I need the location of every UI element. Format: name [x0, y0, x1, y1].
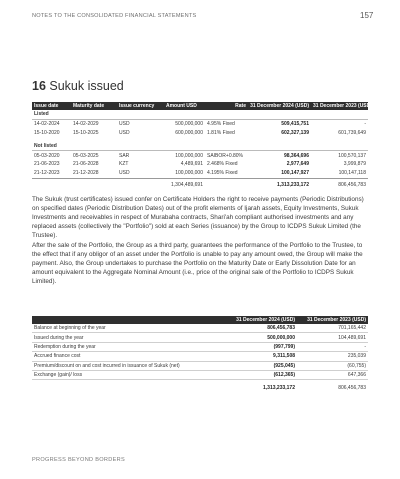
guarantee-paragraph: After the sale of the Portfolio, the Group as a third party, guarantees the performance of the Portfolio to the Trustee, to the effect that if any obligor of an asset under the Portfolio is unable to pay any amount owed, the Group will make the payment. Also, the Group undertakes to purchase the Portfolio on the Maturity Date or Early Dissolution Date for an amount equivalent to the Aggregate Nominal Amount (i.e., price of the original sale of the Portfolio to ICDPS Sukuk Limited). — [32, 242, 363, 286]
value-2023: 235,039 — [297, 352, 368, 361]
value-2024: (925,045) — [218, 361, 297, 370]
amount-usd: 600,000,000 — [175, 129, 203, 136]
sukuk-description-paragraph: The Sukuk (trust certificates) issued confer on Certificate Holders the right to receive payments (Periodic Distributions) on specified dates (Periodic Distribution Dates) out of the profit elements of Ijarah assets, Equity Investments, Sukuk Investments and receivables in respect of Murabaha contracts, Shari'ah compliant authorised investments and any replaced assets (collectively the "Portfolio") sold at each Series (issuance) by the Group to ICDPS Sukuk Limited (the Trustee). — [32, 196, 364, 240]
issue-currency: USD — [119, 129, 130, 136]
group-row-not-listed — [32, 141, 368, 150]
table-row — [32, 361, 368, 370]
value-2023: - — [364, 121, 366, 128]
value-2023: 3,999,879 — [343, 161, 366, 168]
table-row — [32, 324, 368, 333]
section-title: Sukuk issued — [49, 79, 124, 93]
value-2024: 100,147,927 — [281, 170, 309, 177]
value-2023: 701,165,442 — [297, 324, 368, 333]
maturity-date: 05-03-2025 — [73, 152, 99, 159]
total-2024: 1,313,233,172 — [218, 380, 297, 394]
value-2024: 509,415,751 — [281, 121, 309, 128]
maturity-date: 14-02-2029 — [73, 121, 99, 128]
section-heading — [32, 79, 124, 93]
section-number: 16 — [32, 79, 46, 93]
row-label: Redemption during the year — [32, 342, 218, 351]
value-2024: (612,365) — [218, 370, 297, 379]
table-row — [32, 119, 368, 128]
row-label: Premium/discount on and cost incurred in issuance of Sukuk (net) — [32, 361, 218, 370]
sukuk-movement-table — [32, 316, 368, 393]
issue-date: 21-06-2023 — [34, 161, 60, 168]
value-2023: 601,739,649 — [338, 129, 366, 136]
column-header: Issue currency — [117, 102, 164, 110]
issue-date: 21-12-2023 — [34, 170, 60, 177]
amount-usd: 100,000,000 — [175, 152, 203, 159]
issue-currency: KZT — [119, 161, 129, 168]
row-label: Exchange (gain)/ loss — [32, 370, 218, 379]
total-blank — [32, 380, 218, 394]
value-2024: 9,311,508 — [218, 352, 297, 361]
value-2023: 647,366 — [297, 370, 368, 379]
group-label: Not listed — [32, 141, 368, 150]
rate: 1.81% Fixed — [207, 129, 235, 136]
issue-currency: USD — [119, 170, 130, 177]
sukuk-issued-table — [32, 102, 372, 190]
table-row — [32, 160, 368, 169]
row-label: Issued during the year — [32, 333, 218, 342]
value-2023: 100,570,137 — [338, 152, 366, 159]
page-number: 157 — [360, 11, 374, 20]
table-row — [32, 342, 368, 351]
table-row — [32, 333, 368, 342]
column-header — [32, 316, 218, 324]
column-header: Amount USD — [164, 102, 205, 110]
total-2023: 806,456,783 — [297, 380, 368, 394]
column-header: 31 December 2024 (USD) — [218, 316, 297, 324]
column-header: Maturity date — [71, 102, 117, 110]
running-header: NOTES TO THE CONSOLIDATED FINANCIAL STATEMENTS — [32, 13, 197, 19]
table-header-row — [32, 316, 368, 324]
value-2023: (60,755) — [297, 361, 368, 370]
rate: 4.195% Fixed — [207, 170, 238, 177]
issue-date: 14-02-2024 — [34, 121, 60, 128]
value-2024: 500,000,000 — [218, 333, 297, 342]
column-header: Rate — [205, 102, 248, 110]
value-2024: 806,456,783 — [218, 324, 297, 333]
value-2023: 100,147,118 — [338, 170, 366, 177]
table-row — [32, 352, 368, 361]
issue-currency: USD — [119, 121, 130, 128]
total-2024: 1,313,233,172 — [248, 178, 311, 190]
page-footer: PROGRESS BEYOND BORDERS — [32, 457, 125, 463]
value-2024: (997,799) — [218, 342, 297, 351]
table-row — [32, 129, 368, 138]
value-2024: 2,977,649 — [286, 161, 309, 168]
total-blank — [32, 178, 164, 190]
column-header: Issue date — [32, 102, 71, 110]
issue-currency: SAR — [119, 152, 130, 159]
amount-usd: 500,000,000 — [175, 121, 203, 128]
table-row — [32, 169, 368, 178]
value-2024: 98,364,696 — [283, 152, 309, 159]
amount-usd: 4,489,691 — [180, 161, 203, 168]
value-2024: 602,327,139 — [281, 129, 309, 136]
maturity-date: 21-12-2028 — [73, 170, 99, 177]
table-row — [32, 151, 368, 160]
value-2023: - — [297, 342, 368, 351]
rate: 4.95% Fixed — [207, 121, 235, 128]
column-header: 31 December 2023 (USD) — [297, 316, 368, 324]
rate: 2.468% Fixed — [207, 161, 238, 168]
issue-date: 15-10-2020 — [34, 129, 60, 136]
amount-usd: 100,000,000 — [175, 170, 203, 177]
total-rate-blank — [205, 178, 248, 190]
total-row — [32, 380, 368, 394]
group-row-listed — [32, 110, 368, 119]
total-amount-usd: 1,304,489,691 — [164, 178, 205, 190]
row-label: Balance at beginning of the year — [32, 324, 218, 333]
maturity-date: 15-10-2025 — [73, 129, 99, 136]
value-2023: 104,489,691 — [297, 333, 368, 342]
maturity-date: 21-06-2028 — [73, 161, 99, 168]
row-label: Accrued finance cost — [32, 352, 218, 361]
table-header-row — [32, 102, 368, 110]
total-row — [32, 178, 368, 190]
column-header: 31 December 2023 (USD) — [313, 103, 372, 109]
table-row — [32, 370, 368, 379]
issue-date: 05-03-2020 — [34, 152, 60, 159]
column-header: 31 December 2024 (USD) — [248, 102, 311, 110]
rate: SAIBOR+0.80% — [207, 152, 243, 159]
total-2023: 806,456,783 — [311, 178, 368, 190]
group-label: Listed — [32, 110, 368, 119]
